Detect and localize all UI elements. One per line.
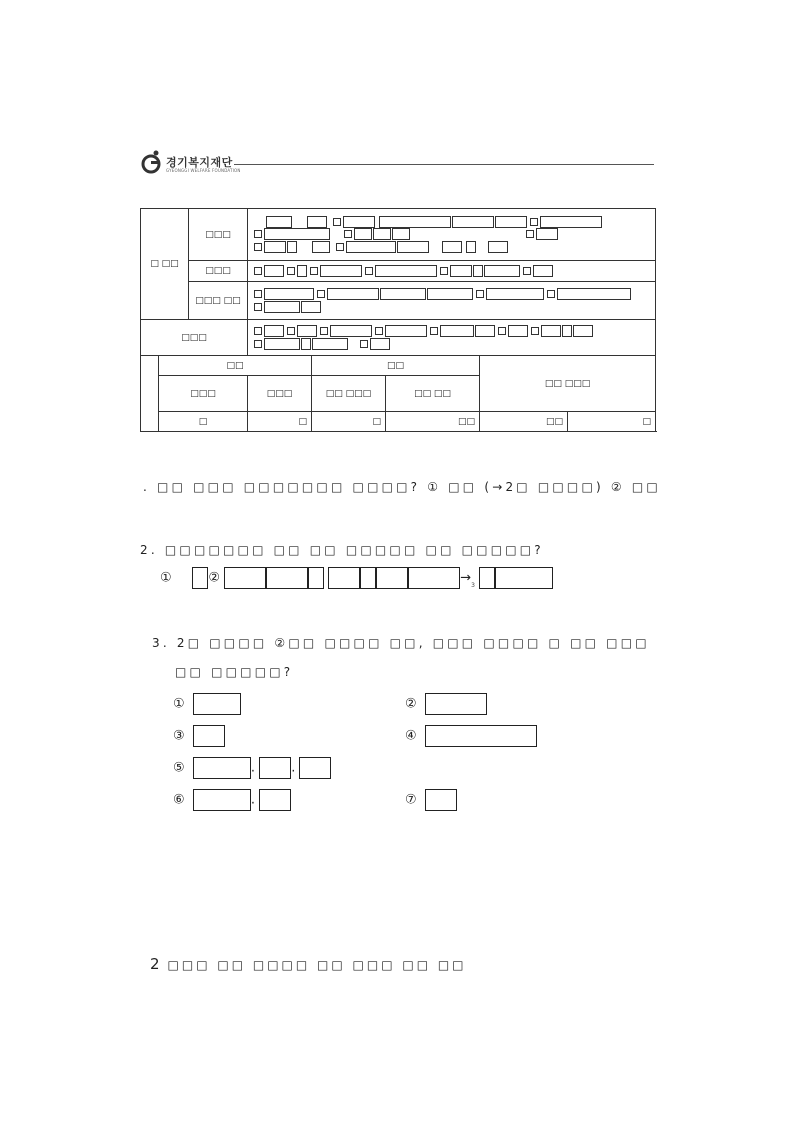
row-head-2: □□□: [189, 261, 248, 282]
q3-option-1[interactable]: ①: [173, 693, 241, 715]
q3-option-7[interactable]: ⑦: [405, 789, 457, 811]
grid-left-margin: [141, 356, 159, 432]
org-subtitle: GYEONGGI WELFARE FOUNDATION: [166, 168, 241, 173]
row-head-main: □ □□: [141, 209, 189, 320]
grid-header-far-right: □□ □□□: [480, 356, 656, 412]
grid-header-left: □□: [159, 356, 312, 376]
row-4-content: [248, 320, 656, 356]
unit-cell-2: □: [248, 412, 312, 432]
q3-option-3[interactable]: ③: [173, 725, 225, 747]
q3-option-5[interactable]: ⑤ . .: [173, 757, 331, 779]
page-footer: [150, 955, 467, 973]
q3-option-4[interactable]: ④: [405, 725, 537, 747]
q2-option-2[interactable]: ②: [208, 570, 220, 586]
question-3-line-2: □□ □□□□□?: [175, 665, 294, 679]
unit-cell-3: □: [312, 412, 386, 432]
grid-sub-2: □□□: [248, 376, 312, 412]
question-2: 2. □□□□□□□ □□ □□ □□□□□ □□ □□□□□?: [140, 543, 544, 557]
row-1-content: [248, 209, 656, 261]
header-rule: [234, 164, 654, 165]
unit-cell-5: □□: [480, 412, 568, 432]
question-3-line-1: 3. 2□ □□□□ ②□□ □□□□ □□, □□□ □□□□ □ □□ □□□: [152, 636, 650, 650]
unit-cell-6: □: [568, 412, 656, 432]
question-1: . □□ □□□ □□□□□□□ □□□□? ① □□ (→2□ □□□□) ② □□: [143, 480, 661, 494]
q3-option-6[interactable]: ⑥ .: [173, 789, 291, 811]
row-2-content: [248, 261, 656, 282]
unit-cell-1: □: [159, 412, 248, 432]
grid-sub-3: □□ □□□: [312, 376, 386, 412]
row-head-3: □□□ □□: [189, 282, 248, 320]
grid-header-right: □□: [312, 356, 480, 376]
unit-cell-4: □□: [386, 412, 480, 432]
q3-option-2[interactable]: ②: [405, 693, 487, 715]
survey-table: [140, 208, 656, 432]
org-name: 경기복지재단: [166, 156, 233, 169]
grid-sub-4: □□ □□: [386, 376, 480, 412]
footer-text: □□□ □□ □□□□ □□ □□□ □□ □□: [167, 958, 467, 972]
page-number: 2: [150, 955, 160, 973]
row-head-1: □□□: [189, 209, 248, 261]
foundation-logo-icon: [140, 150, 162, 174]
grid-sub-1: □□□: [159, 376, 248, 412]
row-head-4: □□□: [141, 320, 248, 356]
q2-option-1[interactable]: ①: [160, 570, 172, 586]
q2-arrow: →: [460, 570, 472, 586]
row-3-content: [248, 282, 656, 320]
question-2-options: ① ② →3: [160, 567, 553, 589]
